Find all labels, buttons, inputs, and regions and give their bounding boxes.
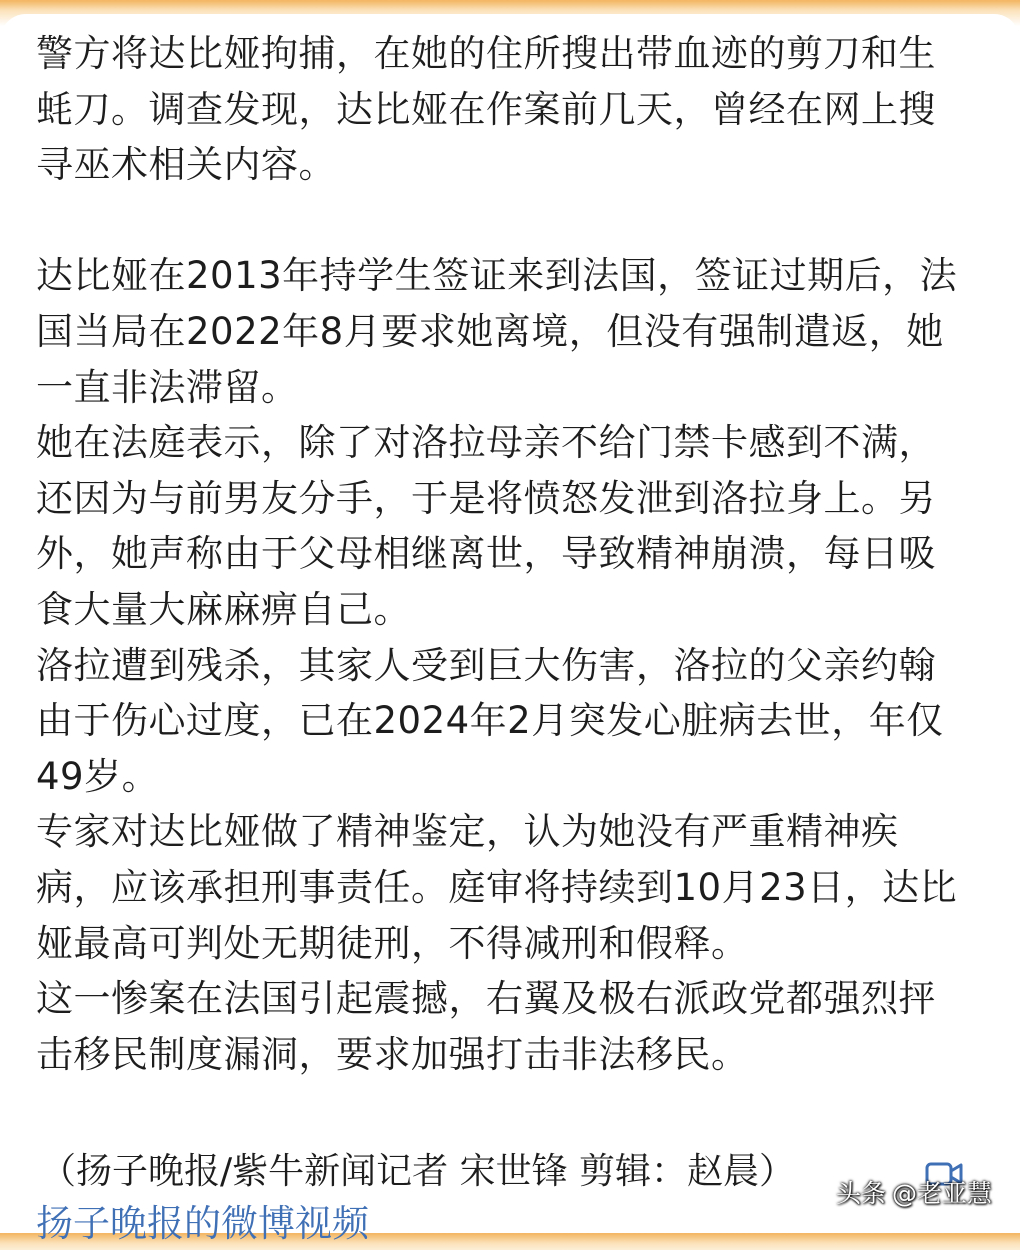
article-paragraph: 这一惨案在法国引起震撼，右翼及极右派政党都强烈抨击移民制度漏洞，要求加强打击非法移民。 xyxy=(36,977,936,1076)
watermark-brand: 头条 xyxy=(836,1179,887,1208)
article-body xyxy=(36,26,966,1082)
article-paragraph-spacer xyxy=(36,193,966,249)
watermark-author: @老亚慧 xyxy=(892,1179,993,1208)
article-paragraph: 专家对达比娅做了精神鉴定，认为她没有严重精神疾病，应该承担刑事责任。庭审将持续到10月23日，达比娅最高可判处无期徒刑，不得减刑和假释。 xyxy=(36,810,958,965)
article-paragraph: 达比娅在2013年持学生签证来到法国，签证过期后，法国当局在2022年8月要求她离境，但没有强制遣返，她一直非法滞留。 xyxy=(36,254,958,409)
article-credit: （扬子晚报/紫牛新闻记者 宋世锋 剪辑：赵晨） xyxy=(40,1151,796,1192)
toutiao-watermark xyxy=(836,1176,992,1212)
article-paragraph: 洛拉遭到残杀，其家人受到巨大伤害，洛拉的父亲约翰由于伤心过度，已在2024年2月突发心脏病去世，年仅49岁。 xyxy=(36,643,944,798)
weibo-video-link[interactable]: 扬子晚报的微博视频 xyxy=(36,1202,369,1245)
article-paragraph: 警方将达比娅拘捕，在她的住所搜出带血迹的剪刀和生蚝刀。调查发现，达比娅在作案前几天，曾经在网上搜寻巫术相关内容。 xyxy=(36,32,936,187)
article-paragraph: 她在法庭表示，除了对洛拉母亲不给门禁卡感到不满，还因为与前男友分手，于是将愤怒发泄到洛拉身上。另外，她声称由于父母相继离世，导致精神崩溃，每日吸食大量大麻麻痹自己。 xyxy=(36,421,936,631)
